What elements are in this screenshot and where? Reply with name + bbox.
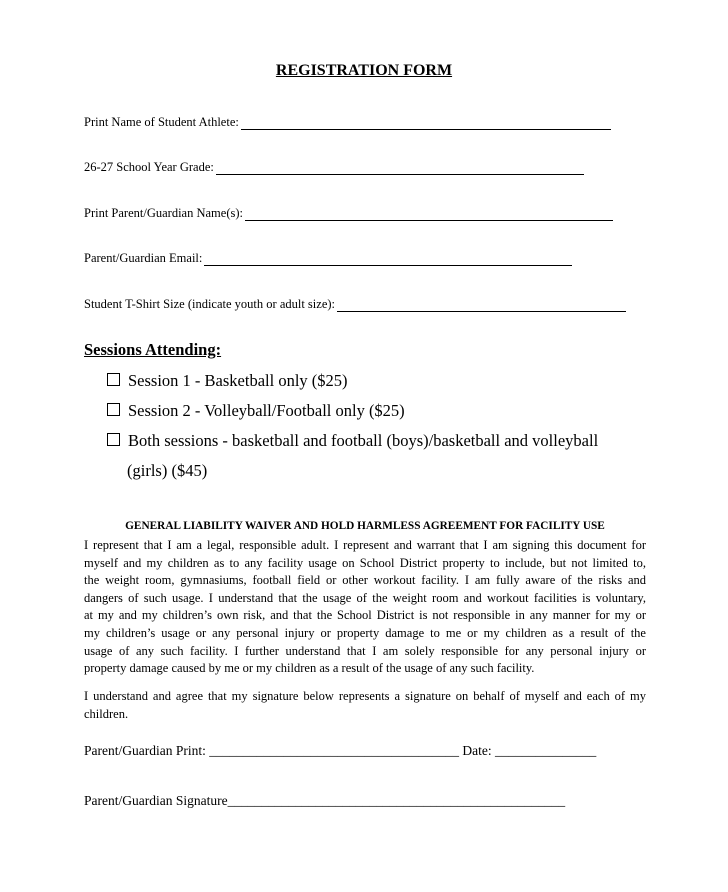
form-title: REGISTRATION FORM <box>275 62 453 79</box>
checkbox-icon[interactable] <box>107 403 120 416</box>
waiver-line: dangers of such usage. I understand that the usage of the weight room and workout facilities is voluntary, <box>84 590 646 605</box>
waiver-line: the weight room, gymnasiums, football field or other workout facility. I am fully aware of the risks and <box>84 573 646 588</box>
parent-email-line[interactable] <box>204 253 572 266</box>
sessions-heading: Sessions Attending: <box>84 340 222 359</box>
parent-name-label: Print Parent/Guardian Name(s): <box>84 206 243 220</box>
checkbox-icon[interactable] <box>107 433 120 446</box>
session-option-3-continued: (girls) ($45) <box>127 461 208 480</box>
agreement-line: I understand and agree that my signature below represents a signature on behalf of myself and each of my <box>84 689 646 703</box>
checkbox-icon[interactable] <box>107 373 120 386</box>
parent-name-field <box>84 206 613 221</box>
agreement-paragraph <box>84 688 646 723</box>
student-name-line[interactable] <box>241 117 611 130</box>
parent-signature-label: Parent/Guardian Signature <box>84 793 228 808</box>
date-line[interactable]: _______________ <box>494 743 597 758</box>
tshirt-label: Student T-Shirt Size (indicate youth or adult size): <box>84 297 336 311</box>
parent-email-label: Parent/Guardian Email: <box>84 251 203 265</box>
student-name-field <box>84 115 611 130</box>
waiver-line: at my and my children’s own risk, and that the School District is not responsible in any manner for my or <box>84 608 646 623</box>
parent-print-row <box>84 743 596 759</box>
waiver-paragraph <box>84 537 646 678</box>
grade-label: 26-27 School Year Grade: <box>84 160 214 174</box>
student-name-label: Print Name of Student Athlete: <box>84 115 239 129</box>
tshirt-line[interactable] <box>337 299 626 312</box>
parent-print-line[interactable]: _____________________________________ <box>209 743 459 758</box>
parent-email-field <box>84 251 572 266</box>
session-option-1[interactable] <box>107 371 348 391</box>
waiver-line: myself and my children as to any facility usage on School District property to include, but not limited to, <box>84 555 646 570</box>
session-option-2-label: Session 2 - Volleyball/Football only ($25) <box>128 401 405 420</box>
waiver-heading: GENERAL LIABILITY WAIVER AND HOLD HARMLESS AGREEMENT FOR FACILITY USE <box>125 520 605 532</box>
session-option-2[interactable] <box>107 401 405 421</box>
parent-signature-line[interactable]: __________________________________________________ <box>227 793 566 808</box>
parent-signature-row <box>84 793 565 809</box>
tshirt-field <box>84 297 626 312</box>
grade-field <box>84 160 584 175</box>
parent-print-label: Parent/Guardian Print: <box>84 743 206 758</box>
waiver-line: my children’s usage or any personal injury or property damage to me or my children as a result of the <box>84 625 646 640</box>
parent-name-line[interactable] <box>245 208 613 221</box>
date-label: Date: <box>462 743 492 758</box>
waiver-line: property damage caused by me or my children as a result of the usage of any such facility. <box>84 661 535 676</box>
session-option-3-label: Both sessions - basketball and football (boys)/basketball and volleyball <box>128 431 599 450</box>
waiver-line: I represent that I am a legal, responsible adult. I represent and warrant that I am signing this document for <box>84 538 646 552</box>
agreement-line: children. <box>84 706 129 721</box>
session-option-1-label: Session 1 - Basketball only ($25) <box>128 371 348 390</box>
grade-line[interactable] <box>216 162 584 175</box>
waiver-line: usage of any such facility. I further understand that I am solely responsible for any personal injury or <box>84 643 646 658</box>
session-option-3[interactable] <box>107 431 598 451</box>
